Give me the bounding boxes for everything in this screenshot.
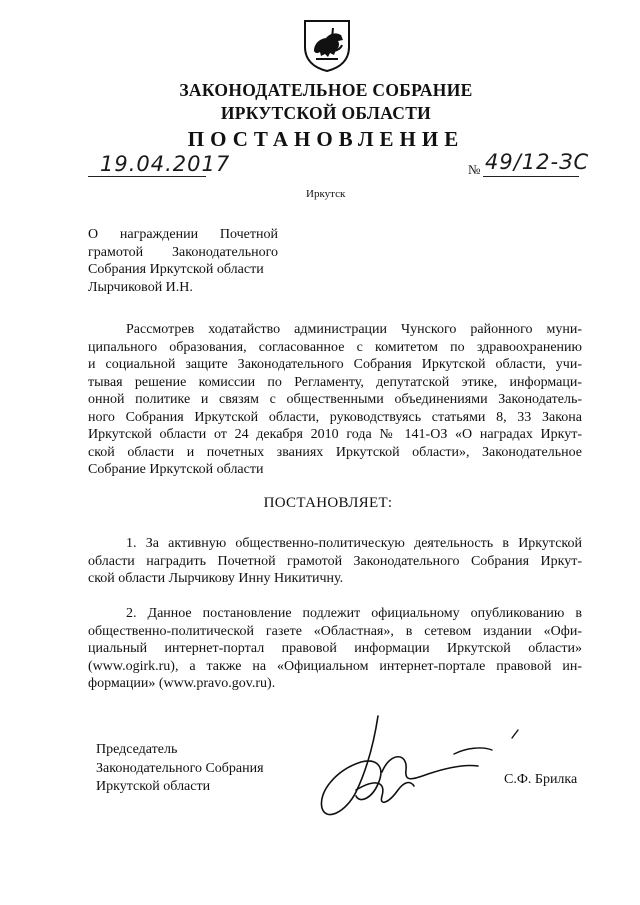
number-underline <box>483 176 579 177</box>
item-1-paragraph <box>88 535 582 588</box>
coat-of-arms-emblem <box>301 17 353 73</box>
subject-line: грамотой Законодательного <box>88 244 278 260</box>
document-date: 19.04.2017 <box>100 152 231 176</box>
paragraph-line: циальный интернет-портал правовой информации Иркутской области» <box>88 641 582 656</box>
paragraph-line: (www.ogirk.ru), а также на «Официальном интернет-портале правовой ин- <box>88 658 582 674</box>
paragraph-line: Собрание Иркутской области <box>88 462 264 477</box>
resolution-heading: ПОСТАНОВЛЯЕТ: <box>263 495 393 511</box>
handwritten-signature <box>316 712 526 832</box>
subject-line: О награждении Почетной <box>88 227 278 242</box>
subject-line: Лырчиковой И.Н. <box>88 279 193 295</box>
paragraph-line: и социальной защите Законодательного Собрания Иркутской области, учи- <box>88 357 582 372</box>
organization-name: ЗАКОНОДАТЕЛЬНОЕ СОБРАНИЕ <box>179 80 473 100</box>
document-number: 49/12-ЗС <box>485 150 590 174</box>
signer-title-line: Иркутской области <box>96 779 211 794</box>
signer-title <box>96 741 264 797</box>
paragraph-line: Иркутской области от 24 декабря 2010 года № 141-ОЗ «О наградах Иркут- <box>88 427 582 442</box>
signer-name: С.Ф. Брилка <box>504 772 578 787</box>
paragraph-line: 1. За активную общественно-политическую деятельность в Иркутской <box>126 536 582 551</box>
paragraph-line: ской области Лырчикову Инну Никитичну. <box>88 571 344 586</box>
date-underline <box>88 176 206 177</box>
subject-line: Собрания Иркутской области <box>88 262 264 277</box>
paragraph-line: ного Собрания Иркутской области, руководствуясь статьями 8, 33 Закона <box>88 409 582 425</box>
paragraph-line: ципального образования, согласованное с комитетом по здравоохранению <box>88 339 582 355</box>
paragraph-line: 2. Данное постановление подлежит официальному опубликованию в <box>126 606 582 621</box>
item-2-paragraph <box>88 605 582 693</box>
organization-region: ИРКУТСКОЙ ОБЛАСТИ <box>220 103 432 123</box>
paragraph-line: тывая решение комиссии по Регламенту, депутатской этике, информаци- <box>88 374 582 390</box>
document-city: Иркутск <box>306 188 346 200</box>
paragraph-line: онной политике и связям с общественными объединениями Законодатель- <box>88 392 582 407</box>
paragraph-line: ской области и почетных званиях Иркутской области», Законодательное <box>88 444 582 460</box>
signer-title-line: Законодательного Собрания <box>96 760 264 776</box>
document-type: ПОСТАНОВЛЕНИЕ <box>187 127 465 151</box>
paragraph-line: области наградить Почетной грамотой Законодательного Собрания Иркут- <box>88 553 582 569</box>
signer-title-line: Председатель <box>96 742 178 757</box>
paragraph-line: Рассмотрев ходатайство администрации Чунского районного муни- <box>126 322 582 337</box>
paragraph-line: общественно-политической газете «Областная», в сетевом издании «Офи- <box>88 623 582 639</box>
document-subject <box>88 226 278 296</box>
preamble-paragraph <box>88 321 582 479</box>
number-sign: № <box>468 162 481 177</box>
paragraph-line: формации» (www.pravo.gov.ru). <box>88 676 276 691</box>
